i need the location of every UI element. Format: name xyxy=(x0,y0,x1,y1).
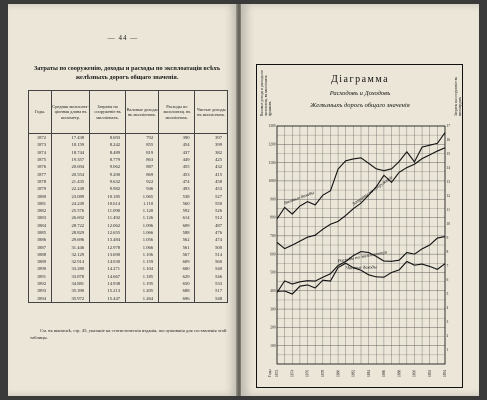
left-tick-label: 100 xyxy=(270,343,276,348)
table-cell: 592 xyxy=(159,207,195,214)
table-cell: 20.554 xyxy=(52,170,90,177)
table-cell: 546 xyxy=(195,273,228,280)
table-row xyxy=(29,273,228,280)
table-cell: 1881 xyxy=(29,200,52,207)
table-cell: 453 xyxy=(159,170,195,177)
table-cell: 540 xyxy=(195,265,228,272)
left-tick-label: 400 xyxy=(270,288,276,293)
table-cell: 415 xyxy=(195,170,228,177)
table-cell: 561 xyxy=(159,243,195,250)
table-cell: 32.129 xyxy=(52,251,90,258)
table-cell: 1.264 xyxy=(126,295,159,303)
table-cell: 629 xyxy=(159,273,195,280)
statistics-table xyxy=(28,90,228,303)
table-cell: 1878 xyxy=(29,178,52,185)
right-tick-label: 4 xyxy=(446,306,449,311)
table-cell: 1.066 xyxy=(126,243,159,250)
table-cell: 33.878 xyxy=(52,273,90,280)
table-cell: 560 xyxy=(159,200,195,207)
right-tick-label: 2 xyxy=(446,334,449,339)
left-tick-label: 1000 xyxy=(268,179,276,184)
page-number: — 44 — xyxy=(107,34,139,42)
table-cell: 588 xyxy=(159,229,195,236)
table-cell: 10.614 xyxy=(90,200,126,207)
left-tick-label: 600 xyxy=(270,252,276,257)
table-cell: 458 xyxy=(195,178,228,185)
table-cell: 527 xyxy=(195,192,228,199)
table-cell: 548 xyxy=(195,295,228,303)
table-cell: 35.972 xyxy=(52,295,90,303)
table-cell: 1876 xyxy=(29,163,52,170)
right-tick-label: 9 xyxy=(446,236,449,241)
table-cell: 1873 xyxy=(29,141,52,148)
right-tick-label: 10 xyxy=(446,222,451,227)
diagram-subtitle: Расходовъ и Доходовъ xyxy=(329,90,391,97)
table-row xyxy=(29,185,228,192)
x-tick-label: 1882 xyxy=(351,369,356,377)
table-header-row xyxy=(29,91,228,134)
diagram-subtitle-2: Желѣзныхъ дорогъ общаго значенія xyxy=(310,102,410,109)
table-cell: 19.357 xyxy=(52,156,90,163)
table-cell: 21.435 xyxy=(52,178,90,185)
table-cell: 1884 xyxy=(29,222,52,229)
table-cell: 33.280 xyxy=(52,265,90,272)
table-cell: 453 xyxy=(195,185,228,192)
table-cell: 512 xyxy=(195,214,228,221)
table-cell: 9.062 xyxy=(90,163,126,170)
table-cell: 1.065 xyxy=(126,192,159,199)
table-cell: 1.096 xyxy=(126,222,159,229)
table-cell: 1889 xyxy=(29,258,52,265)
left-tick-label: 1100 xyxy=(268,160,276,165)
table-cell: 1.126 xyxy=(126,214,159,221)
table-cell: 1888 xyxy=(29,251,52,258)
table-row xyxy=(29,178,228,185)
table-title: Затраты по сооруженію, доходы и расходы по эксплоатаціи всѣхъ желѣзныхъ дорогъ общаго значенія. xyxy=(33,65,221,81)
table-row xyxy=(29,251,228,258)
table-cell: 11.090 xyxy=(90,207,126,214)
table-cell: 1.120 xyxy=(126,207,159,214)
right-tick-label: 5 xyxy=(446,292,449,297)
table-row xyxy=(29,229,228,236)
table-cell: 17.438 xyxy=(52,134,90,142)
table-row xyxy=(29,200,228,207)
table-row xyxy=(29,236,228,243)
table-cell: 1886 xyxy=(29,236,52,243)
table-cell: 24.249 xyxy=(52,200,90,207)
table-row xyxy=(29,134,228,142)
table-cell: 922 xyxy=(126,178,159,185)
table-cell: 1.056 xyxy=(126,236,159,243)
right-axis-label: Затраты на сооруженіе въ милліардахъ xyxy=(454,76,462,116)
table-cell: 14.667 xyxy=(90,273,126,280)
table-cell: 526 xyxy=(195,207,228,214)
table-cell: 887 xyxy=(126,163,159,170)
x-axis-label: Годы xyxy=(268,369,272,377)
table-row xyxy=(29,149,228,156)
table-cell: 28.829 xyxy=(52,229,90,236)
column-header: Годы. xyxy=(29,91,52,134)
table-cell: 14.271 xyxy=(90,265,126,272)
table-cell: 487 xyxy=(195,222,228,229)
left-tick-label: 900 xyxy=(270,197,276,202)
table-row xyxy=(29,280,228,287)
table-row xyxy=(29,214,228,221)
column-header: Валовые доходы въ милліонахъ. xyxy=(126,91,159,134)
table-cell: 29.696 xyxy=(52,236,90,243)
table-cell: 567 xyxy=(159,251,195,258)
table-cell: 13.690 xyxy=(90,251,126,258)
right-tick-label: 1 xyxy=(446,348,449,353)
table-cell: 437 xyxy=(159,149,195,156)
table-cell: 1.195 xyxy=(126,280,159,287)
table-cell: 1893 xyxy=(29,287,52,294)
x-tick-label: 1894 xyxy=(443,369,448,377)
table-cell: 1.159 xyxy=(126,258,159,265)
table-row xyxy=(29,141,228,148)
left-tick-label: 1200 xyxy=(268,142,276,147)
table-cell: 550 xyxy=(195,200,228,207)
right-tick-label: 13 xyxy=(446,180,451,185)
table-cell: 1887 xyxy=(29,243,52,250)
table-cell: 8.779 xyxy=(90,156,126,163)
table-row xyxy=(29,287,228,294)
table-cell: 533 xyxy=(195,280,228,287)
table-cell: 1890 xyxy=(29,265,52,272)
table-cell: 9.982 xyxy=(90,185,126,192)
table-cell: 538 xyxy=(159,192,195,199)
left-tick-label: 200 xyxy=(270,325,276,330)
table-row xyxy=(29,170,228,177)
table-row xyxy=(29,163,228,170)
x-tick-label: 1884 xyxy=(366,369,371,377)
right-tick-label: 8 xyxy=(446,250,449,255)
table-cell: 35.390 xyxy=(52,287,90,294)
table-cell: 696 xyxy=(159,295,195,303)
right-page xyxy=(241,4,479,396)
table-cell: 1885 xyxy=(29,229,52,236)
table-cell: 946 xyxy=(126,185,159,192)
table-cell: 14.938 xyxy=(90,280,126,287)
table-cell: 31.446 xyxy=(52,243,90,250)
series-label-expenses: Расходы по эксплоатаціи xyxy=(337,249,388,264)
table-cell: 26.692 xyxy=(52,214,90,221)
left-tick-label: 300 xyxy=(270,307,276,312)
table-cell: 13.484 xyxy=(90,236,126,243)
table-cell: 8.489 xyxy=(90,149,126,156)
table-cell: 12.655 xyxy=(90,229,126,236)
table-cell: 493 xyxy=(159,185,195,192)
table-cell: 792 xyxy=(126,134,159,142)
table-cell: 382 xyxy=(195,149,228,156)
right-tick-label: 3 xyxy=(446,320,449,325)
table-cell: 560 xyxy=(195,258,228,265)
right-tick-label: 16 xyxy=(446,138,451,143)
column-header: Средняя эксплоата-ціонная длина въ километр. xyxy=(52,91,90,134)
table-cell: 454 xyxy=(159,141,195,148)
table-body xyxy=(29,134,228,303)
table-row xyxy=(29,207,228,214)
table-cell: 34.881 xyxy=(52,280,90,287)
table-row xyxy=(29,265,228,272)
table-row xyxy=(29,243,228,250)
table-row xyxy=(29,295,228,303)
table-cell: 432 xyxy=(195,163,228,170)
table-cell: 390 xyxy=(159,134,195,142)
x-tick-label: 1874 xyxy=(290,369,295,377)
table-cell: 14.030 xyxy=(90,258,126,265)
table-cell: 32.914 xyxy=(52,258,90,265)
left-tick-label: 700 xyxy=(270,234,276,239)
x-tick-label: 1892 xyxy=(427,369,432,377)
diagram-chart xyxy=(263,122,459,382)
table-cell: 1883 xyxy=(29,214,52,221)
table-cell: 650 xyxy=(159,280,195,287)
table-cell: 425 xyxy=(195,156,228,163)
table-cell: 12.062 xyxy=(90,222,126,229)
x-tick-label: 1876 xyxy=(305,369,310,377)
table-cell: 12.978 xyxy=(90,243,126,250)
table-cell: 1875 xyxy=(29,156,52,163)
table-cell: 1877 xyxy=(29,170,52,177)
right-tick-label: 12 xyxy=(446,194,451,199)
table-cell: 455 xyxy=(159,163,195,170)
table-cell: 855 xyxy=(126,141,159,148)
left-axis-label: Валовые доходы и расходы по эксплоатац. въ милліонахъ франковъ xyxy=(260,69,272,116)
table-cell: 20.694 xyxy=(52,163,90,170)
right-tick-label: 6 xyxy=(446,278,449,283)
table-cell: 15.447 xyxy=(90,295,126,303)
table-cell: 22.249 xyxy=(52,185,90,192)
table-cell: 514 xyxy=(195,251,228,258)
right-tick-label: 14 xyxy=(446,166,451,171)
table-cell: 1.205 xyxy=(126,287,159,294)
table-cell: 1.106 xyxy=(126,251,159,258)
table-cell: 1891 xyxy=(29,273,52,280)
series-label-revenue: Валовые доходы xyxy=(283,189,315,206)
table-cell: 9.200 xyxy=(90,170,126,177)
table-row xyxy=(29,258,228,265)
x-tick-label: 1880 xyxy=(336,369,341,377)
table-cell: 1.066 xyxy=(126,229,159,236)
table-cell: 614 xyxy=(159,214,195,221)
series-label-construction: Затраты на сооруженіе xyxy=(351,174,394,207)
table-cell: 9.632 xyxy=(90,178,126,185)
table-cell: 397 xyxy=(195,134,228,142)
x-tick-label: 1888 xyxy=(397,369,402,377)
table-cell: 28.722 xyxy=(52,222,90,229)
table-cell: 609 xyxy=(159,258,195,265)
right-tick-label: 17 xyxy=(446,124,451,129)
table-cell: 1879 xyxy=(29,185,52,192)
table-cell: 474 xyxy=(195,236,228,243)
table-row xyxy=(29,156,228,163)
table-cell: 1.185 xyxy=(126,273,159,280)
left-page xyxy=(8,4,238,396)
table-cell: 500 xyxy=(195,243,228,250)
table-cell: 1.110 xyxy=(126,200,159,207)
table-cell: 8.242 xyxy=(90,141,126,148)
table-row xyxy=(29,222,228,229)
table-cell: 1874 xyxy=(29,149,52,156)
diagram-title: Діаграмма xyxy=(330,74,390,85)
table-cell: 600 xyxy=(159,265,195,272)
table-cell: 517 xyxy=(195,287,228,294)
table-cell: 1880 xyxy=(29,192,52,199)
table-cell: 562 xyxy=(159,236,195,243)
table-cell: 476 xyxy=(195,229,228,236)
table-cell: 688 xyxy=(159,287,195,294)
table-cell: 474 xyxy=(159,178,195,185)
x-tick-label: 1878 xyxy=(321,369,326,377)
table-cell: 609 xyxy=(159,222,195,229)
table-cell: 25.576 xyxy=(52,207,90,214)
right-tick-label: 11 xyxy=(446,208,450,213)
table-cell: 399 xyxy=(195,141,228,148)
x-tick-label: 1890 xyxy=(412,369,417,377)
table-cell: 18.744 xyxy=(52,149,90,156)
table-cell: 1.104 xyxy=(126,265,159,272)
series-label-net: Чистые доходы xyxy=(345,264,377,271)
table-cell: 10.185 xyxy=(90,192,126,199)
right-tick-label: 7 xyxy=(446,264,449,269)
table-cell: 18.159 xyxy=(52,141,90,148)
left-tick-label: 800 xyxy=(270,215,276,220)
table-cell: 863 xyxy=(126,156,159,163)
table-cell: 11.492 xyxy=(90,214,126,221)
table-cell: 449 xyxy=(159,156,195,163)
table-cell: 1882 xyxy=(29,207,52,214)
table-cell: 1872 xyxy=(29,134,52,142)
right-tick-label: 15 xyxy=(446,152,451,157)
column-header: Чистые доходы въ милліонахъ. xyxy=(195,91,228,134)
column-header: Расходы по эксплоатац. въ милліонахъ. xyxy=(159,91,195,134)
table-cell: 23.089 xyxy=(52,192,90,199)
table-cell: 1892 xyxy=(29,280,52,287)
left-tick-label: 1300 xyxy=(268,124,276,129)
table-cell: 15.213 xyxy=(90,287,126,294)
table-cell: 819 xyxy=(126,149,159,156)
table-cell: 869 xyxy=(126,170,159,177)
left-tick-label: 500 xyxy=(270,270,276,275)
table-cell: 8.693 xyxy=(90,134,126,142)
table-row xyxy=(29,192,228,199)
x-tick-label: 1872 xyxy=(275,369,280,377)
column-header: Затраты на сооруженіе въ милліонахъ. xyxy=(90,91,126,134)
footnote: См. въ выпискѣ, стр. 45, указаніе на статистическія изданія, послужившія для составленія этой таблицы. xyxy=(30,328,227,340)
table-cell: 1894 xyxy=(29,295,52,303)
x-tick-label: 1886 xyxy=(382,369,387,377)
